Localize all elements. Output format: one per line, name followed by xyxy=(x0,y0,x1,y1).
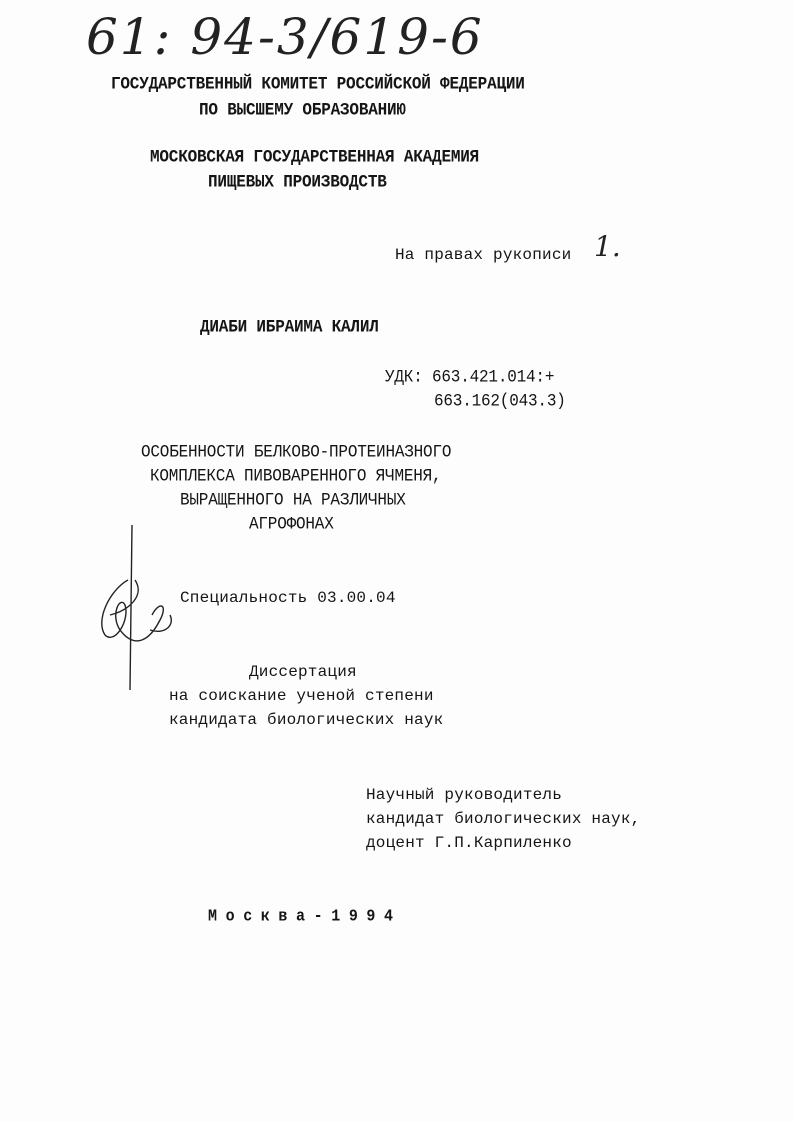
supervisor-line: кандидат биологических наук, xyxy=(366,810,641,828)
udc-line-1: УДК: 663.421.014:+ xyxy=(385,366,555,388)
academy-line-1: МОСКОВСКАЯ ГОСУДАРСТВЕННАЯ АКАДЕМИЯ xyxy=(150,146,480,168)
handwritten-copy-number: 1. xyxy=(594,230,621,263)
author-name: ДИАБИ ИБРАИМА КАЛИЛ xyxy=(200,316,379,338)
specialty: Специальность 03.00.04 xyxy=(180,589,396,607)
signature xyxy=(90,520,190,700)
supervisor-line: Научный руководитель xyxy=(366,786,563,804)
supervisor-line: доцент Г.П.Карпиленко xyxy=(366,834,572,852)
manuscript-note: На правах рукописи xyxy=(395,246,572,264)
title-line: КОМПЛЕКСА ПИВОВАРЕННОГО ЯЧМЕНЯ, xyxy=(150,465,442,487)
dissertation-line: на соискание ученой степени xyxy=(169,687,434,705)
committee-line-2: ПО ВЫСШЕМУ ОБРАЗОВАНИЮ xyxy=(199,99,406,121)
title-line: ВЫРАЩЕННОГО НА РАЗЛИЧНЫХ xyxy=(180,489,406,511)
dissertation-label: Диссертация xyxy=(249,663,357,681)
academy-line-2: ПИЩЕВЫХ ПРОИЗВОДСТВ xyxy=(208,171,387,193)
committee-line-1: ГОСУДАРСТВЕННЫЙ КОМИТЕТ РОССИЙСКОЙ ФЕДЕРАЦИИ xyxy=(111,73,525,95)
udc-line-2: 663.162(043.3) xyxy=(434,390,566,412)
handwritten-archive-code: 61: 94-3/619-6 xyxy=(86,8,484,66)
title-line: ОСОБЕННОСТИ БЕЛКОВО-ПРОТЕИНАЗНОГО xyxy=(141,441,452,463)
dissertation-line: кандидата биологических наук xyxy=(169,711,444,729)
title-line: АГРОФОНАХ xyxy=(249,513,334,535)
place-year: М о с к в а - 1 9 9 4 xyxy=(208,906,393,926)
